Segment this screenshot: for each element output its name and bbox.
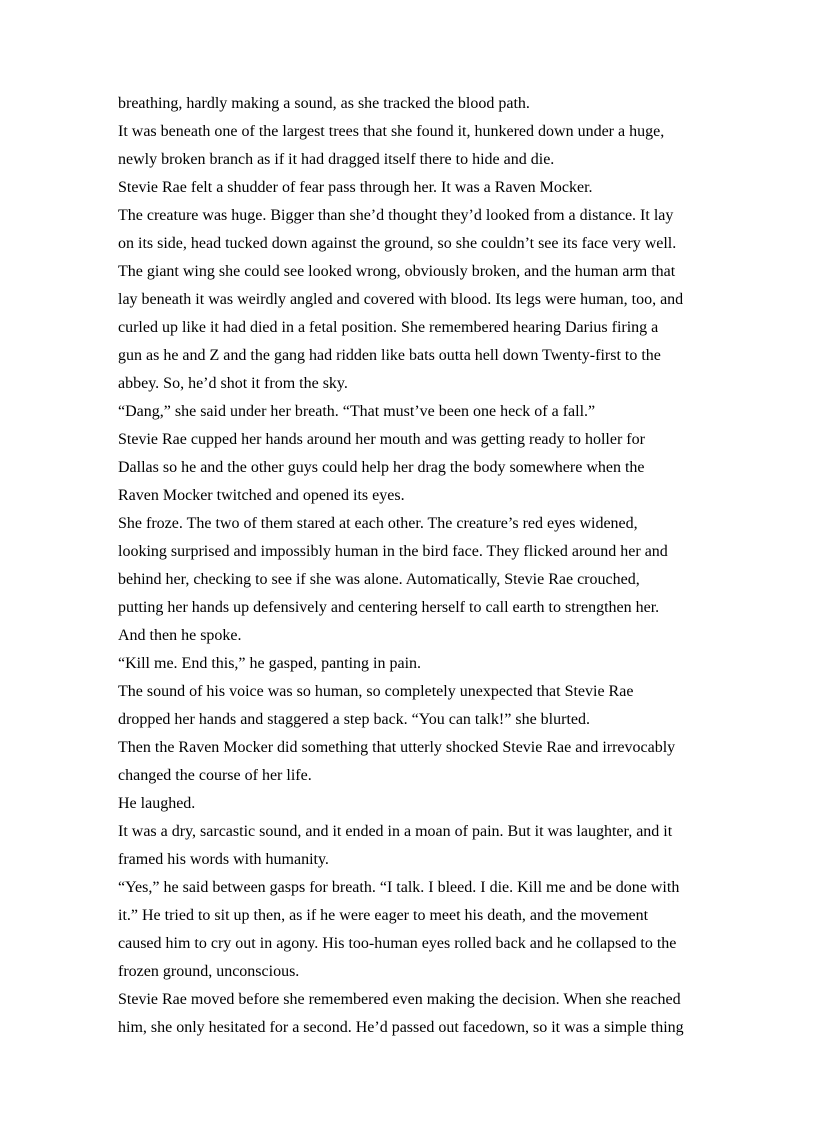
text-line: The giant wing she could see looked wrong, obviously broken, and the human arm that — [118, 263, 676, 280]
text-line: putting her hands up defensively and centering herself to call earth to strengthen her. — [118, 599, 660, 616]
text-line: Raven Mocker twitched and opened its eyes. — [118, 487, 405, 504]
text-line: gun as he and Z and the gang had ridden like bats outta hell down Twenty-first to the — [118, 347, 661, 364]
text-line: She froze. The two of them stared at each other. The creature’s red eyes widened, — [118, 515, 638, 532]
text-line: caused him to cry out in agony. His too-human eyes rolled back and he collapsed to the — [118, 935, 677, 952]
text-line: on its side, head tucked down against the ground, so she couldn’t see its face very well. — [118, 235, 677, 252]
text-line: him, she only hesitated for a second. He’d passed out facedown, so it was a simple thing — [118, 1019, 684, 1036]
text-line: frozen ground, unconscious. — [118, 963, 300, 980]
text-line: It was beneath one of the largest trees that she found it, hunkered down under a huge, — [118, 123, 665, 140]
text-line: The sound of his voice was so human, so completely unexpected that Stevie Rae — [118, 683, 634, 700]
text-line: “Yes,” he said between gasps for breath. “I talk. I bleed. I die. Kill me and be done with — [118, 879, 680, 896]
text-line: curled up like it had died in a fetal position. She remembered hearing Darius firing a — [118, 319, 659, 336]
text-line: And then he spoke. — [118, 627, 242, 644]
text-line: He laughed. — [118, 795, 196, 812]
text-line: newly broken branch as if it had dragged itself there to hide and die. — [118, 151, 555, 168]
text-line: It was a dry, sarcastic sound, and it ended in a moan of pain. But it was laughter, and it — [118, 823, 673, 840]
text-line: behind her, checking to see if she was alone. Automatically, Stevie Rae crouched, — [118, 571, 640, 588]
text-line: changed the course of her life. — [118, 767, 312, 784]
text-line: breathing, hardly making a sound, as she tracked the blood path. — [118, 95, 530, 112]
body-text — [118, 90, 708, 1042]
text-line: “Kill me. End this,” he gasped, panting in pain. — [118, 655, 422, 672]
text-line: Stevie Rae cupped her hands around her mouth and was getting ready to holler for — [118, 431, 645, 448]
text-line: Stevie Rae felt a shudder of fear pass through her. It was a Raven Mocker. — [118, 179, 593, 196]
text-line: Dallas so he and the other guys could help her drag the body somewhere when the — [118, 459, 645, 476]
text-line: abbey. So, he’d shot it from the sky. — [118, 375, 348, 392]
text-line: lay beneath it was weirdly angled and covered with blood. Its legs were human, too, and — [118, 291, 684, 308]
text-line: Stevie Rae moved before she remembered even making the decision. When she reached — [118, 991, 681, 1008]
text-line: looking surprised and impossibly human in the bird face. They flicked around her and — [118, 543, 668, 560]
text-line: it.” He tried to sit up then, as if he were eager to meet his death, and the movement — [118, 907, 649, 924]
text-line: “Dang,” she said under her breath. “That must’ve been one heck of a fall.” — [118, 403, 596, 420]
text-line: framed his words with humanity. — [118, 851, 329, 868]
text-line: The creature was huge. Bigger than she’d thought they’d looked from a distance. It lay — [118, 207, 674, 224]
text-line: dropped her hands and staggered a step back. “You can talk!” she blurted. — [118, 711, 590, 728]
text-line: Then the Raven Mocker did something that utterly shocked Stevie Rae and irrevocably — [118, 739, 676, 756]
